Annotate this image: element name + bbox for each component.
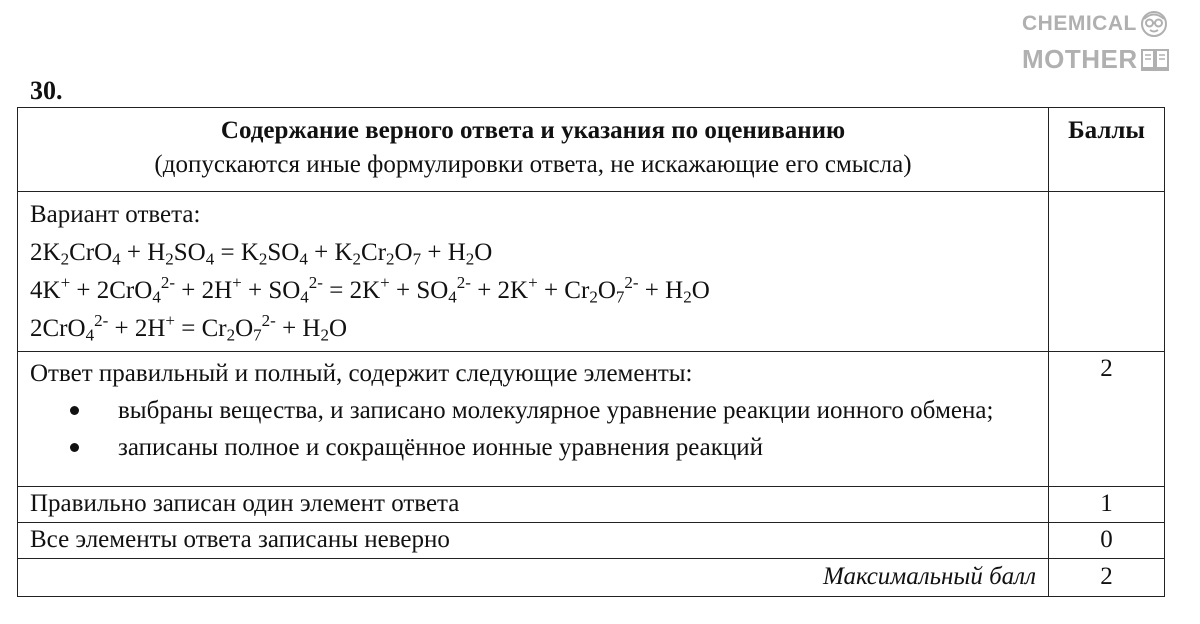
header-content-cell bbox=[18, 108, 1049, 192]
logo-line-2: MOTHER bbox=[1022, 44, 1138, 74]
molecular-equation: $2K_2CrO_4 + H_2SO_4 = K_2SO_4 + K_2Cr_2O_7 + H_2O$ bbox=[30, 239, 493, 269]
all-wrong-text: Все элементы ответа записаны неверно bbox=[18, 523, 1049, 559]
list-item bbox=[30, 394, 1048, 427]
bullet-icon bbox=[70, 443, 79, 452]
table-row bbox=[18, 523, 1165, 559]
header-points-cell: Баллы bbox=[1049, 108, 1165, 192]
max-score-row bbox=[18, 559, 1165, 597]
list-item bbox=[30, 431, 1048, 464]
one-element-points: 1 bbox=[1049, 487, 1165, 523]
open-book-icon bbox=[1140, 48, 1170, 72]
answer-row bbox=[18, 192, 1165, 352]
logo-line-1: CHEMICAL bbox=[1022, 12, 1137, 35]
answer-label: Вариант ответа: bbox=[30, 201, 201, 228]
short-ionic-equation: $2CrO_4^{2-} + 2H^+ = Cr_2O_7^{2-} + H_2O$ bbox=[30, 310, 348, 345]
criteria-row bbox=[18, 352, 1165, 487]
criteria-points: 2 bbox=[1049, 352, 1165, 487]
full-ionic-equation: $4K^+ + 2CrO_4^{2-} + 2H^+ + SO_4^{2-} = 2K^+ + SO_4^{2-} + 2K^+ + Cr_2O_7^{2-} + H_2O$ bbox=[30, 272, 710, 307]
max-score-label: Максимальный балл bbox=[18, 559, 1049, 597]
criteria-cell bbox=[18, 352, 1049, 487]
table-header-row bbox=[18, 108, 1165, 192]
answer-cell bbox=[18, 192, 1049, 352]
max-score-points: 2 bbox=[1049, 559, 1165, 597]
chemical-mother-logo bbox=[1022, 8, 1182, 78]
table-row bbox=[18, 487, 1165, 523]
all-wrong-points: 0 bbox=[1049, 523, 1165, 559]
criteria-bullet-text: записаны полное и сокращённое ионные уравнения реакций bbox=[118, 434, 764, 461]
face-glasses-icon bbox=[1140, 10, 1168, 38]
header-title: Содержание верного ответа и указания по оцениванию bbox=[220, 117, 846, 144]
criteria-bullet-text: выбраны вещества, и записано молекулярное уравнение реакции ионного обмена; bbox=[118, 397, 994, 424]
question-number: 30. bbox=[30, 76, 63, 105]
answer-points-cell bbox=[1049, 192, 1165, 352]
criteria-list bbox=[30, 394, 1048, 464]
bullet-icon bbox=[70, 406, 79, 415]
criteria-intro: Ответ правильный и полный, содержит следующие элементы: bbox=[30, 360, 693, 387]
header-subtitle: (допускаются иные формулировки ответа, не искажающие его смысла) bbox=[154, 151, 912, 178]
one-element-text: Правильно записан один элемент ответа bbox=[18, 487, 1049, 523]
grading-table bbox=[17, 107, 1165, 597]
